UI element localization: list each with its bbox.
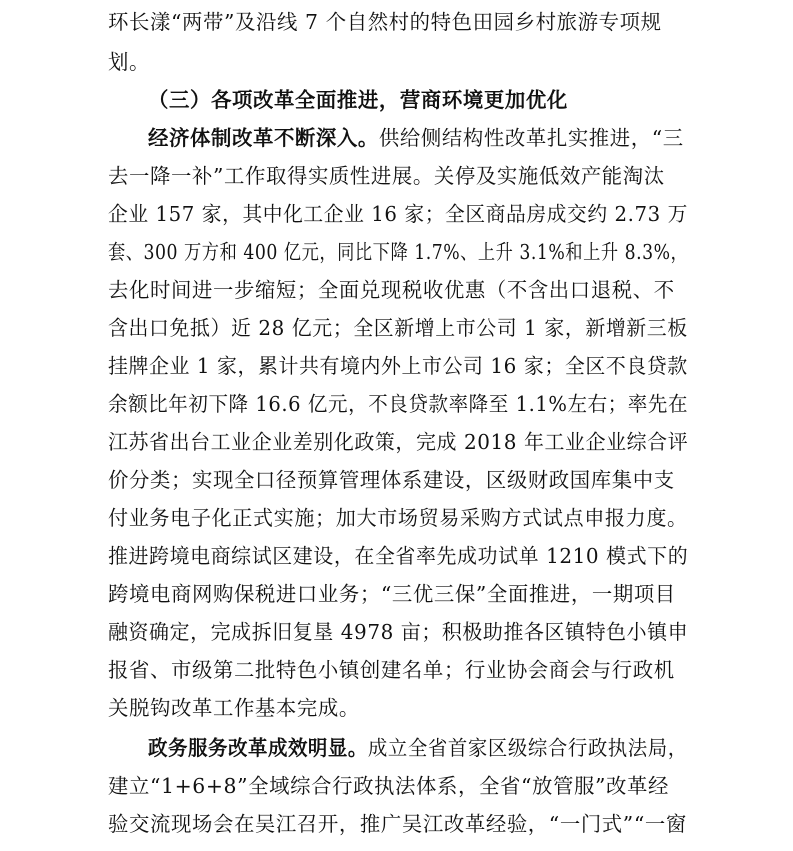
paragraph2-line: 验交流现场会在吴江召开，推广吴江改革经验，“一门式”“一窗 [108,812,687,836]
paragraph1-line: 挂牌企业 1 家，累计共有境内外上市公司 16 家；全区不良贷款 [108,354,688,378]
paragraph1-line: 余额比年初下降 16.6 亿元，不良贷款率降至 1.1%左右；率先在 [108,392,689,416]
paragraph2-line: 建立“1+6+8”全域综合行政执法体系，全省“放管服”改革经 [108,774,669,798]
paragraph1-line: 关脱钩改革工作基本完成。 [108,696,360,720]
paragraph1-line: 去一降一补”工作取得实质性进展。关停及实施低效产能淘汰 [108,164,665,188]
paragraph1-first-line [148,118,684,158]
paragraph1-line: 江苏省出台工业企业差别化政策，完成 2018 年工业企业综合评 [108,430,689,454]
paragraph1-line: 价分类；实现全口径预算管理体系建设，区级财政国库集中支 [108,468,675,492]
paragraph1-line: 套、300 万方和 400 亿元，同比下降 1.7%、上升 3.1%和上升 8.3%， [108,240,689,264]
paragraph2-lead: 政务服务改革成效明显。 [148,736,368,760]
paragraph1-line: 企业 157 家，其中化工企业 16 家；全区商品房成交约 2.73 万 [108,202,688,226]
paragraph1-line: 报省、市级第二批特色小镇创建名单；行业协会商会与行政机 [108,658,675,682]
paragraph1-line: 去化时间进一步缩短；全面兑现税收优惠（不含出口退税、不 [108,278,675,302]
paragraph1-line: 付业务电子化正式实施；加大市场贸易采购方式试点申报力度。 [108,506,688,530]
paragraph1-lead: 经济体制改革不断深入。 [148,126,379,150]
paragraph2-first-line-rest: 成立全省首家区级综合行政执法局， [367,736,688,760]
paragraph1-first-line-rest: 供给侧结构性改革扎实推进，“三 [378,126,684,150]
intro-line-1: 环长漾“两带”及沿线 7 个自然村的特色田园乡村旅游专项规 [108,10,662,34]
paragraph1-line: 含出口免抵）近 28 亿元；全区新增上市公司 1 家，新增新三板 [108,316,688,340]
paragraph1-line: 跨境电商网购保税进口业务；“三优三保”全面推进，一期项目 [108,582,676,606]
paragraph2-first-line [148,728,688,768]
paragraph1-line: 融资确定，完成拆旧复垦 4978 亩；积极助推各区镇特色小镇申 [108,620,689,644]
intro-line-2: 划。 [108,50,150,74]
section-heading: （三）各项改革全面推进，营商环境更加优化 [148,88,568,112]
paragraph1-line: 推进跨境电商综试区建设，在全省率先成功试单 1210 模式下的 [108,544,689,568]
